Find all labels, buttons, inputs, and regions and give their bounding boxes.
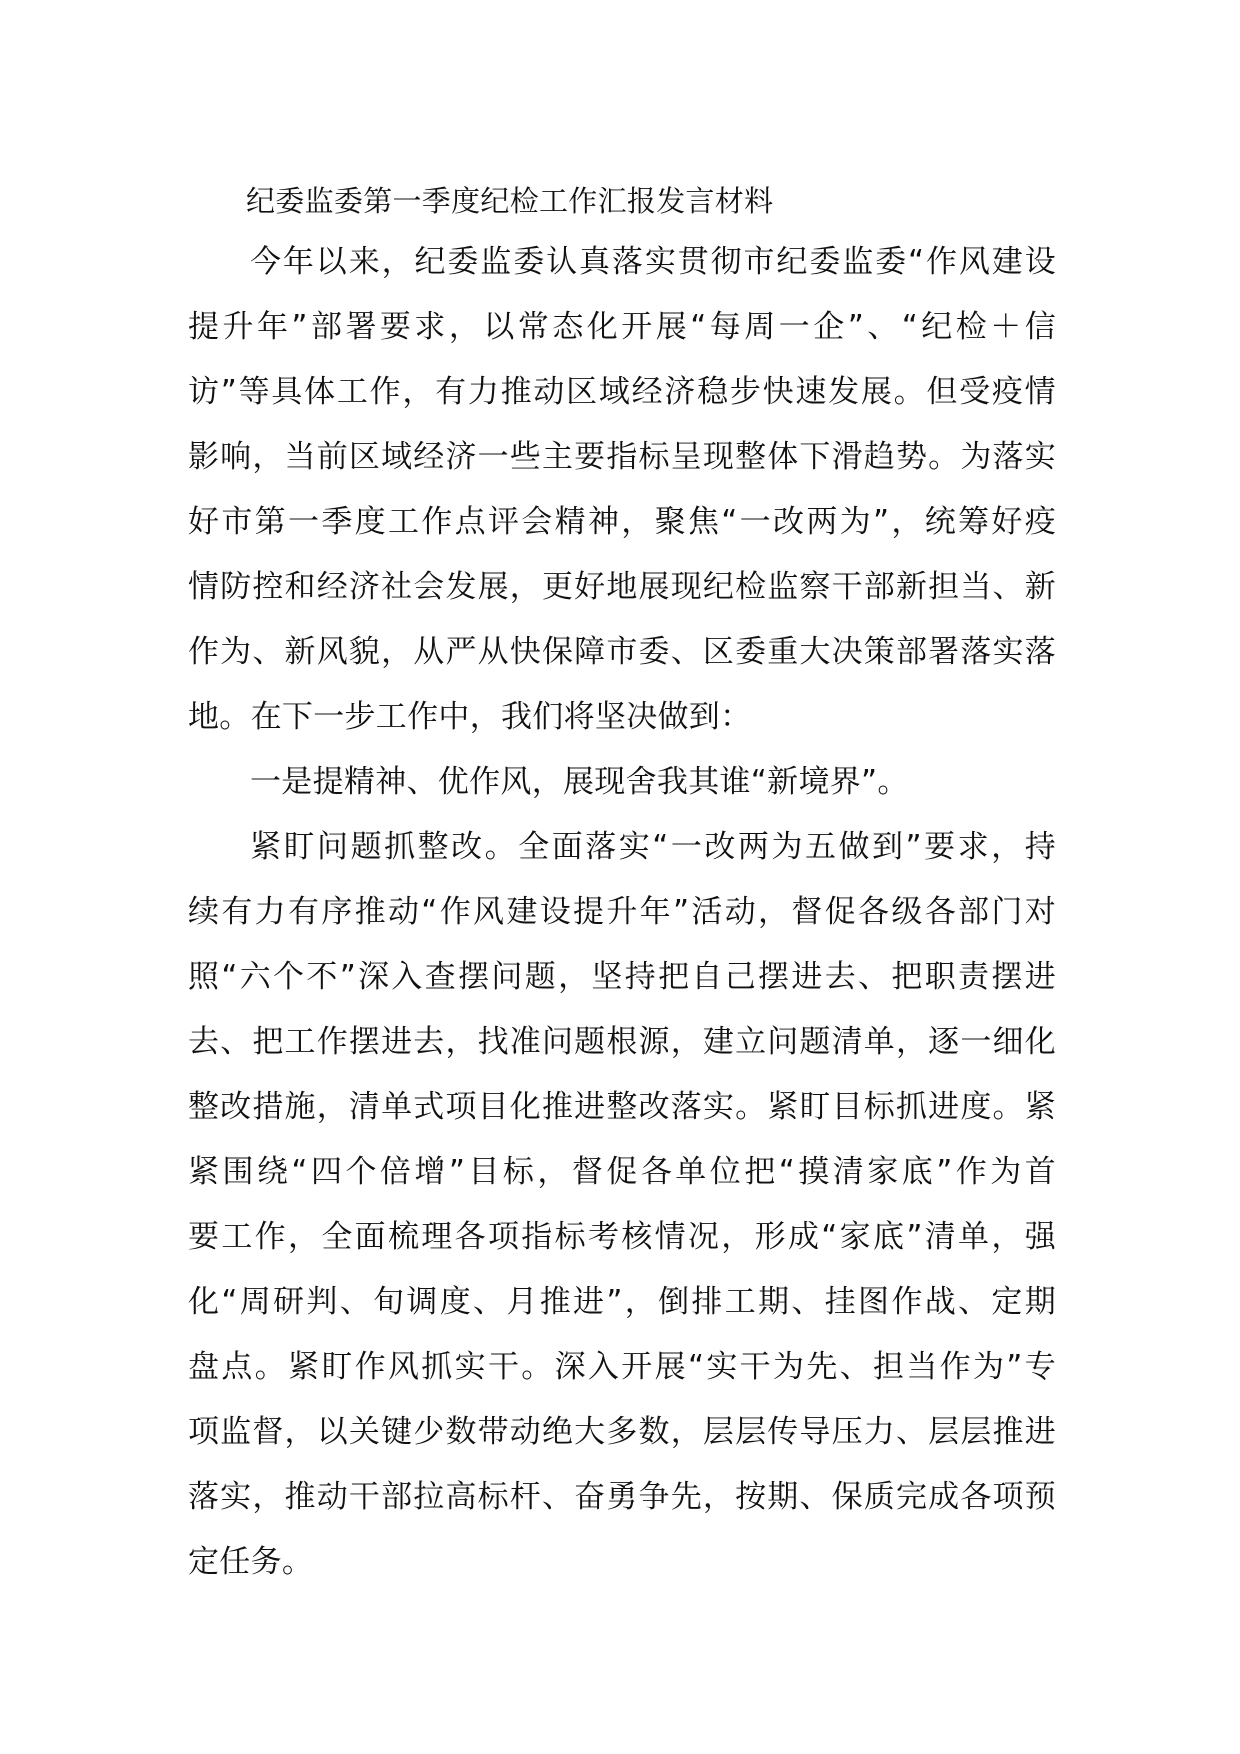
paragraph-line: 要工作，全面梳理各项指标考核情况，形成“家底”清单，强 [188, 1219, 1056, 1255]
paragraph-line: 好市第一季度工作点评会精神，聚焦“一改两为”，统筹好疫 [188, 504, 1056, 540]
paragraph-line: 化“周研判、旬调度、月推进”，倒排工期、挂图作战、定期 [188, 1284, 1056, 1320]
paragraph-line: 影响，当前区域经济一些主要指标呈现整体下滑趋势。为落实 [188, 439, 1056, 475]
paragraph-line: 项监督，以关键少数带动绝大多数，层层传导压力、层层推进 [188, 1414, 1056, 1450]
section-heading: 一是提精神、优作风，展现舍我其谁“新境界”。 [250, 764, 909, 800]
paragraph-line: 照“六个不”深入查摆问题，坚持把自己摆进去、把职责摆进 [188, 959, 1056, 995]
paragraph-line: 落实，推动干部拉高标杆、奋勇争先，按期、保质完成各项预 [188, 1479, 1056, 1515]
section-heading-paragraph [188, 750, 1056, 815]
paragraph-line: 紧盯问题抓整改。全面落实“一改两为五做到”要求，持 [250, 829, 1056, 865]
document-body [188, 172, 1056, 1595]
paragraph-line: 定任务。 [188, 1544, 314, 1580]
paragraph-line: 作为、新风貌，从严从快保障市委、区委重大决策部署落实落 [188, 634, 1056, 670]
paragraph-body [188, 815, 1056, 1595]
paragraph-line: 地。在下一步工作中，我们将坚决做到： [188, 699, 752, 735]
paragraph-line: 访”等具体工作，有力推动区域经济稳步快速发展。但受疫情 [188, 374, 1056, 410]
paragraph-line: 续有力有序推动“作风建设提升年”活动，督促各级各部门对 [188, 894, 1056, 930]
paragraph-line: 紧围绕“四个倍增”目标，督促各单位把“摸清家底”作为首 [188, 1154, 1056, 1190]
paragraph-intro [188, 230, 1056, 750]
paragraph-line: 今年以来，纪委监委认真落实贯彻市纪委监委“作风建设 [250, 244, 1056, 280]
paragraph-line: 去、把工作摆进去，找准问题根源，建立问题清单，逐一细化 [188, 1024, 1056, 1060]
document-title: 纪委监委第一季度纪检工作汇报发言材料 [246, 184, 774, 218]
paragraph-line: 盘点。紧盯作风抓实干。深入开展“实干为先、担当作为”专 [188, 1349, 1056, 1385]
paragraph-line: 提升年”部署要求，以常态化开展“每周一企”、“纪检＋信 [188, 309, 1056, 345]
paragraph-line: 情防控和经济社会发展，更好地展现纪检监察干部新担当、新 [188, 569, 1056, 605]
paragraph-line: 整改措施，清单式项目化推进整改落实。紧盯目标抓进度。紧 [188, 1089, 1056, 1125]
